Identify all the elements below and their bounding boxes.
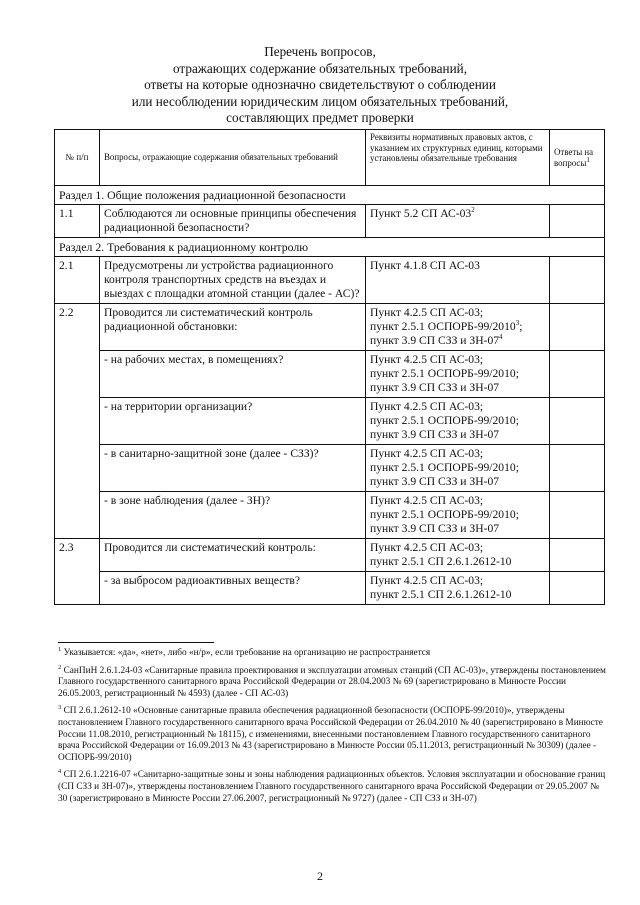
requisite-text: пункт 3.9 СП СЗЗ и ЗН-07 bbox=[370, 334, 500, 347]
section-row bbox=[55, 238, 605, 257]
requisite-line bbox=[370, 320, 545, 334]
section-title: Раздел 2. Требования к радиационному контролю bbox=[55, 238, 605, 257]
row-requisites bbox=[366, 445, 550, 492]
footnote-ref: 4 bbox=[499, 333, 503, 342]
footnote-text: СанПиН 2.6.1.24-03 «Санитарные правила проектирования и эксплуатации атомных станций (СП АС-03)», утверждены постановлением Главного государственного санитарного врача Российской Федерации от 28.04.2003 № 69 (зарегистрировано в Минюсте России 26.05.2003, регистрационный № 4593) (далее - СП АС-03) bbox=[58, 665, 606, 699]
page-number: 2 bbox=[317, 869, 323, 883]
table-subrow bbox=[55, 572, 605, 605]
row-requisites bbox=[366, 398, 550, 445]
row-num: 2.3 bbox=[55, 539, 100, 605]
row-requisites bbox=[366, 351, 550, 398]
footnote-ref: 3 bbox=[515, 319, 520, 328]
answer-cell[interactable] bbox=[550, 572, 605, 605]
table-row bbox=[55, 205, 605, 238]
row-question: Проводится ли систематический контроль радиационной обстановки: bbox=[100, 304, 366, 351]
requisite-line: пункт 3.9 СП СЗЗ и ЗН-07 bbox=[370, 475, 500, 488]
requisite-text: пункт 2.5.1 ОСПОРБ-99/2010 bbox=[370, 320, 516, 333]
requisite-line: Пункт 4.2.5 СП АС-03; bbox=[370, 400, 484, 413]
requisite-line: пункт 2.5.1 ОСПОРБ-99/2010; bbox=[370, 461, 519, 474]
requisite-line: Пункт 4.2.5 СП АС-03; bbox=[370, 541, 484, 554]
requisite-text: Пункт 5.2 СП АС-03 bbox=[370, 207, 472, 220]
table-subrow bbox=[55, 351, 605, 398]
row-question: - на рабочих местах, в помещениях? bbox=[100, 351, 366, 398]
row-requisites bbox=[366, 492, 550, 539]
footnote-mark: 2 bbox=[58, 663, 62, 671]
requisite-line: Пункт 4.2.5 СП АС-03; bbox=[370, 353, 484, 366]
footnote-divider bbox=[58, 642, 214, 643]
footnote-text: СП 2.6.1.2612-10 «Основные санитарные правила обеспечения радиационной безопасности (ОСПОРБ-99/2010)», утверждены постановлением Главного государственного санитарного врача Российской Федерации от 26.04.2010 № 40 (зарегистрировано в Минюсте России 11.08.2010, регистрационный № 18115), с изменениями, внесенными постановлением Главного государственного санитарного врача Российской Федерации от 16.09.2013 № 43 (зарегистрировано в Минюсте России 05.11.2013, регистрационный № 30309) (далее - ОСПОРБ-99/2010) bbox=[58, 706, 603, 763]
requisite-line: пункт 3.9 СП СЗЗ и ЗН-07 bbox=[370, 428, 500, 441]
requisite-line: Пункт 4.2.5 СП АС-03; bbox=[370, 494, 484, 507]
footnote-text: Указывается: «да», «нет», либо «н/р», если требование на организацию не распространяется bbox=[63, 648, 431, 658]
requisite-line: пункт 2.5.1 СП 2.6.1.2612-10 bbox=[370, 555, 512, 568]
requisite-line: Пункт 4.2.5 СП АС-03; bbox=[370, 306, 484, 319]
answer-cell[interactable] bbox=[550, 304, 605, 351]
header-answers bbox=[550, 130, 605, 186]
row-question: - за выбросом радиоактивных веществ? bbox=[100, 572, 366, 605]
footnote bbox=[58, 770, 610, 805]
title-line: ответы на которые однозначно свидетельствуют о соблюдении bbox=[144, 77, 496, 93]
requisite-line: пункт 2.5.1 ОСПОРБ-99/2010; bbox=[370, 508, 519, 521]
row-question: Предусмотрены ли устройства радиационного контроля транспортных средств на въездах и выездах с площадки атомной станции (далее - АС)? bbox=[100, 257, 366, 304]
footnote-text: СП 2.6.1.2216-07 «Санитарно-защитные зоны и зоны наблюдения радиационных объектов. Условия эксплуатации и обоснование границ (СП СЗЗ и ЗН-07)», утверждены постановлением Главного государственного санитарного врача Российской Федерации от 29.05.2007 № 30 (зарегистрировано в Минюсте России 27.06.2007, регистрационный № 9727) (далее - СП СЗЗ и ЗН-07) bbox=[58, 770, 606, 804]
table-header-row bbox=[55, 130, 605, 186]
table-row bbox=[55, 304, 605, 351]
row-question: - на территории организации? bbox=[100, 398, 366, 445]
row-question: Проводится ли систематический контроль: bbox=[100, 539, 366, 572]
row-question: Соблюдаются ли основные принципы обеспечения радиационной безопасности? bbox=[100, 205, 366, 238]
header-num: № п/п bbox=[55, 130, 100, 186]
table-row bbox=[55, 257, 605, 304]
row-question: - в санитарно-защитной зоне (далее - СЗЗ)? bbox=[100, 445, 366, 492]
requisite-line: пункт 3.9 СП СЗЗ и ЗН-07 bbox=[370, 381, 500, 394]
row-requisites bbox=[366, 304, 550, 351]
header-answers-label: Ответы на вопросы bbox=[554, 146, 594, 168]
header-question: Вопросы, отражающие содержания обязательных требований bbox=[100, 130, 366, 186]
requisite-punct: ; bbox=[519, 320, 523, 333]
footnote-mark: 4 bbox=[58, 768, 62, 776]
footnote bbox=[58, 663, 610, 701]
footnote bbox=[58, 645, 610, 660]
table-subrow bbox=[55, 445, 605, 492]
section-title: Раздел 1. Общие положения радиационной безопасности bbox=[55, 186, 605, 205]
requisite-line: Пункт 4.2.5 СП АС-03; bbox=[370, 574, 484, 587]
title-line: составляющих предмет проверки bbox=[226, 110, 414, 126]
requisite-line: пункт 2.5.1 СП 2.6.1.2612-10 bbox=[370, 588, 512, 601]
answer-cell[interactable] bbox=[550, 205, 605, 238]
header-requisites: Реквизиты нормативных правовых актов, с указанием их структурных единиц, которыми установлены обязательные требования bbox=[366, 130, 550, 186]
answer-cell[interactable] bbox=[550, 445, 605, 492]
requisite-line bbox=[370, 334, 545, 348]
requisite-line: пункт 2.5.1 ОСПОРБ-99/2010; bbox=[370, 414, 519, 427]
footnote-ref: 2 bbox=[471, 206, 475, 215]
footnote-mark: 3 bbox=[58, 704, 62, 712]
answer-cell[interactable] bbox=[550, 398, 605, 445]
row-num: 2.1 bbox=[55, 257, 100, 304]
row-num: 2.2 bbox=[55, 304, 100, 539]
row-requisites bbox=[366, 572, 550, 605]
title-line: Перечень вопросов, bbox=[264, 44, 376, 59]
answer-cell[interactable] bbox=[550, 351, 605, 398]
answer-cell[interactable] bbox=[550, 539, 605, 572]
answer-cell[interactable] bbox=[550, 492, 605, 539]
footnote-mark: 1 bbox=[58, 645, 62, 653]
row-requisites bbox=[366, 539, 550, 572]
table-row bbox=[55, 539, 605, 572]
checklist-table bbox=[54, 129, 605, 605]
requisite-line: пункт 2.5.1 ОСПОРБ-99/2010; bbox=[370, 367, 519, 380]
row-requisites bbox=[366, 205, 550, 238]
row-num: 1.1 bbox=[55, 205, 100, 238]
section-row bbox=[55, 186, 605, 205]
row-requisites: Пункт 4.1.8 СП АС-03 bbox=[366, 257, 550, 304]
document-title bbox=[60, 44, 580, 127]
row-question: - в зоне наблюдения (далее - ЗН)? bbox=[100, 492, 366, 539]
requisite-line: Пункт 4.2.5 СП АС-03; bbox=[370, 447, 484, 460]
answer-cell[interactable] bbox=[550, 257, 605, 304]
title-line: отражающих содержание обязательных требований, bbox=[173, 60, 467, 76]
footnote-ref: 1 bbox=[586, 155, 590, 164]
footnote bbox=[58, 706, 610, 764]
table-subrow bbox=[55, 398, 605, 445]
table-subrow bbox=[55, 492, 605, 539]
title-line: или несоблюдении юридическим лицом обязательных требований, bbox=[131, 93, 509, 109]
footnotes bbox=[58, 645, 610, 811]
requisite-line: пункт 3.9 СП СЗЗ и ЗН-07 bbox=[370, 522, 500, 535]
